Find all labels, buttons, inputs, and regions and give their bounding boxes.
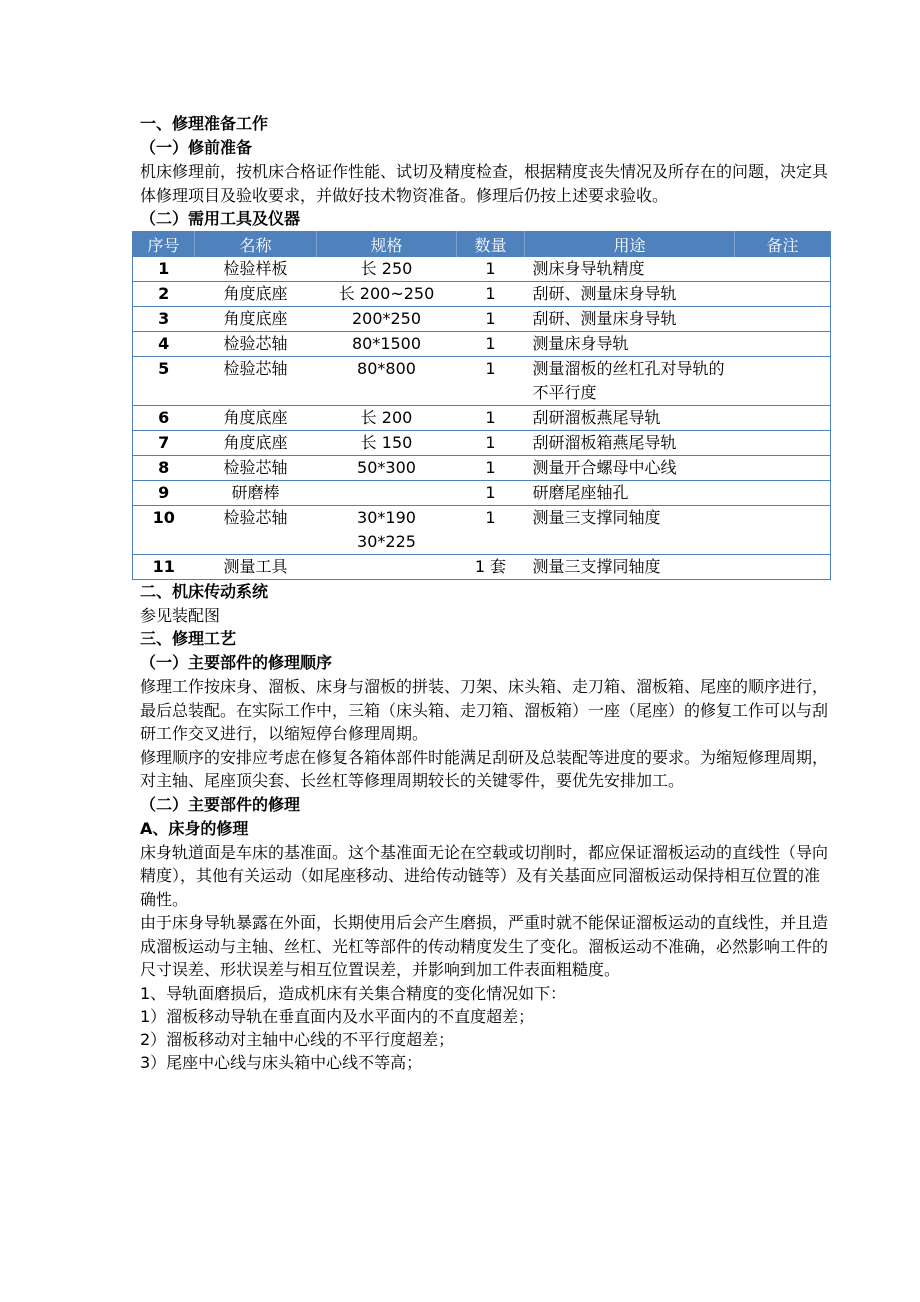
section-1-heading: 一、修理准备工作: [140, 114, 269, 133]
cell-no: 5: [133, 357, 195, 406]
cell-use: 研磨尾座轴孔: [525, 481, 735, 506]
section-3-heading: 三、修理工艺: [140, 629, 237, 648]
cell-note: [735, 332, 831, 357]
cell-note: [735, 431, 831, 456]
section-3-paragraph-2: 修理顺序的安排应考虑在修复各箱体部件时能满足刮研及总装配等进度的要求。为缩短修理周期，对主轴、尾座顶尖套、长丝杠等修理周期较长的关键零件，要优先安排加工。: [140, 747, 829, 790]
cell-no: 10: [133, 506, 195, 555]
table-row: [133, 431, 831, 456]
cell-spec: 长 150: [317, 431, 457, 456]
section-2-text: 参见装配图: [140, 606, 221, 625]
table-row: [133, 332, 831, 357]
cell-qty: 1: [457, 307, 525, 332]
header-no: 序号: [133, 232, 195, 257]
cell-spec: 80*1500: [317, 332, 457, 357]
cell-use: 测量开合螺母中心线: [525, 456, 735, 481]
document-content: [140, 112, 830, 1074]
cell-spec-multiline: [317, 506, 457, 555]
cell-name: 检验芯轴: [195, 506, 317, 555]
tools-table: [132, 231, 831, 580]
cell-note: [735, 555, 831, 580]
cell-note: [735, 357, 831, 406]
cell-use: 测量溜板的丝杠孔对导轨的不平行度: [525, 357, 735, 406]
table-row: [133, 307, 831, 332]
cell-note: [735, 257, 831, 282]
cell-name: 检验样板: [195, 257, 317, 282]
cell-note: [735, 282, 831, 307]
section-1-subheading-2: （二）需用工具及仪器: [140, 209, 301, 228]
list-item-1-3: 3）尾座中心线与床头箱中心线不等高；: [140, 1052, 423, 1072]
cell-note: [735, 406, 831, 431]
cell-no: 6: [133, 406, 195, 431]
cell-qty: 1: [457, 282, 525, 307]
cell-spec: 200*250: [317, 307, 457, 332]
cell-spec: [317, 555, 457, 580]
cell-qty: 1: [457, 257, 525, 282]
cell-qty: 1: [457, 332, 525, 357]
table-row: [133, 406, 831, 431]
cell-name: 研磨棒: [195, 481, 317, 506]
table-row: [133, 257, 831, 282]
cell-no: 3: [133, 307, 195, 332]
list-item-1: 1、导轨面磨损后，造成机床有关集合精度的变化情况如下：: [140, 983, 567, 1003]
header-qty: 数量: [457, 232, 525, 257]
cell-spec: 长 200~250: [317, 282, 457, 307]
cell-no: 2: [133, 282, 195, 307]
cell-use: 测量三支撑同轴度: [525, 555, 735, 580]
section-3-subheading-2: （二）主要部件的修理: [140, 794, 301, 814]
cell-qty: 1: [457, 456, 525, 481]
section-3-subheading-1: （一）主要部件的修理顺序: [140, 653, 333, 672]
table-row: [133, 555, 831, 580]
section-3-paragraph-1: 修理工作按床身、溜板、床身与溜板的拼装、刀架、床头箱、走刀箱、溜板箱、尾座的顺序进行，最后总装配。在实际工作中，三箱（床头箱、走刀箱、溜板箱）一座（尾座）的修复工作可以与刮研工作交叉进行，以缩短停台修理周期。: [140, 677, 829, 743]
cell-spec-line-2: 30*225: [357, 532, 416, 551]
section-1-subheading-1: （一）修前准备: [140, 138, 253, 157]
header-spec: 规格: [317, 232, 457, 257]
list-item-1-2: 2）溜板移动对主轴中心线的不平行度超差；: [140, 1029, 455, 1049]
cell-qty: 1: [457, 481, 525, 506]
table-row: [133, 456, 831, 481]
cell-spec: 80*800: [317, 357, 457, 406]
cell-note: [735, 481, 831, 506]
cell-spec: 长 200: [317, 406, 457, 431]
cell-use: 刮研、测量床身导轨: [525, 307, 735, 332]
cell-note: [735, 506, 831, 555]
cell-name: 检验芯轴: [195, 456, 317, 481]
cell-name: 角度底座: [195, 406, 317, 431]
cell-qty: 1: [457, 431, 525, 456]
cell-no: 7: [133, 431, 195, 456]
cell-name: 角度底座: [195, 431, 317, 456]
table-row: [133, 481, 831, 506]
cell-spec-line-1: 30*190: [357, 508, 416, 527]
cell-no: 1: [133, 257, 195, 282]
header-note: 备注: [735, 232, 831, 257]
cell-spec: 长 250: [317, 257, 457, 282]
section-1-paragraph: 机床修理前，按机床合格证作性能、试切及精度检查，根据精度丧失情况及所存在的问题，决定具体修理项目及验收要求，并做好技术物资准备。修理后仍按上述要求验收。: [140, 162, 829, 205]
cell-qty: 1 套: [457, 555, 525, 580]
table-row: [133, 282, 831, 307]
section-3-paragraph-4: 由于床身导轨暴露在外面，长期使用后会产生磨损，严重时就不能保证溜板运动的直线性，并且造成溜板运动与主轴、丝杠、光杠等部件的传动精度发生了变化。溜板运动不准确，必然影响工件的尺寸误差、形状误差与相互位置误差，并影响到加工件表面粗糙度。: [140, 913, 829, 979]
list-item-1-1: 1）溜板移动导轨在垂直面内及水平面内的不直度超差；: [140, 1006, 535, 1026]
cell-qty: 1: [457, 506, 525, 555]
cell-use: 刮研、测量床身导轨: [525, 282, 735, 307]
header-name: 名称: [195, 232, 317, 257]
table-row: [133, 506, 831, 555]
table-row: [133, 357, 831, 406]
section-2-heading: 二、机床传动系统: [140, 582, 269, 601]
cell-qty: 1: [457, 357, 525, 406]
cell-name: 角度底座: [195, 282, 317, 307]
cell-no: 9: [133, 481, 195, 506]
cell-name: 角度底座: [195, 307, 317, 332]
cell-no: 8: [133, 456, 195, 481]
cell-qty: 1: [457, 406, 525, 431]
section-3-subheading-a: A、床身的修理: [140, 818, 249, 838]
table-header-row: [133, 232, 831, 257]
cell-name: 检验芯轴: [195, 357, 317, 406]
cell-name: 检验芯轴: [195, 332, 317, 357]
cell-use: 刮研溜板箱燕尾导轨: [525, 431, 735, 456]
cell-use: 测量三支撑同轴度: [525, 506, 735, 555]
cell-use: 测量床身导轨: [525, 332, 735, 357]
cell-name: 测量工具: [195, 555, 317, 580]
cell-no: 11: [133, 555, 195, 580]
cell-note: [735, 456, 831, 481]
header-use: 用途: [525, 232, 735, 257]
cell-no: 4: [133, 332, 195, 357]
section-3-paragraph-3: 床身轨道面是车床的基准面。这个基准面无论在空载或切削时，都应保证溜板运动的直线性（导向精度），其他有关运动（如尾座移动、进给传动链等）及有关基面应同溜板运动保持相互位置的准确性。: [140, 842, 829, 909]
cell-spec: [317, 481, 457, 506]
cell-use: 刮研溜板燕尾导轨: [525, 406, 735, 431]
cell-use: 测床身导轨精度: [525, 257, 735, 282]
cell-note: [735, 307, 831, 332]
cell-spec: 50*300: [317, 456, 457, 481]
